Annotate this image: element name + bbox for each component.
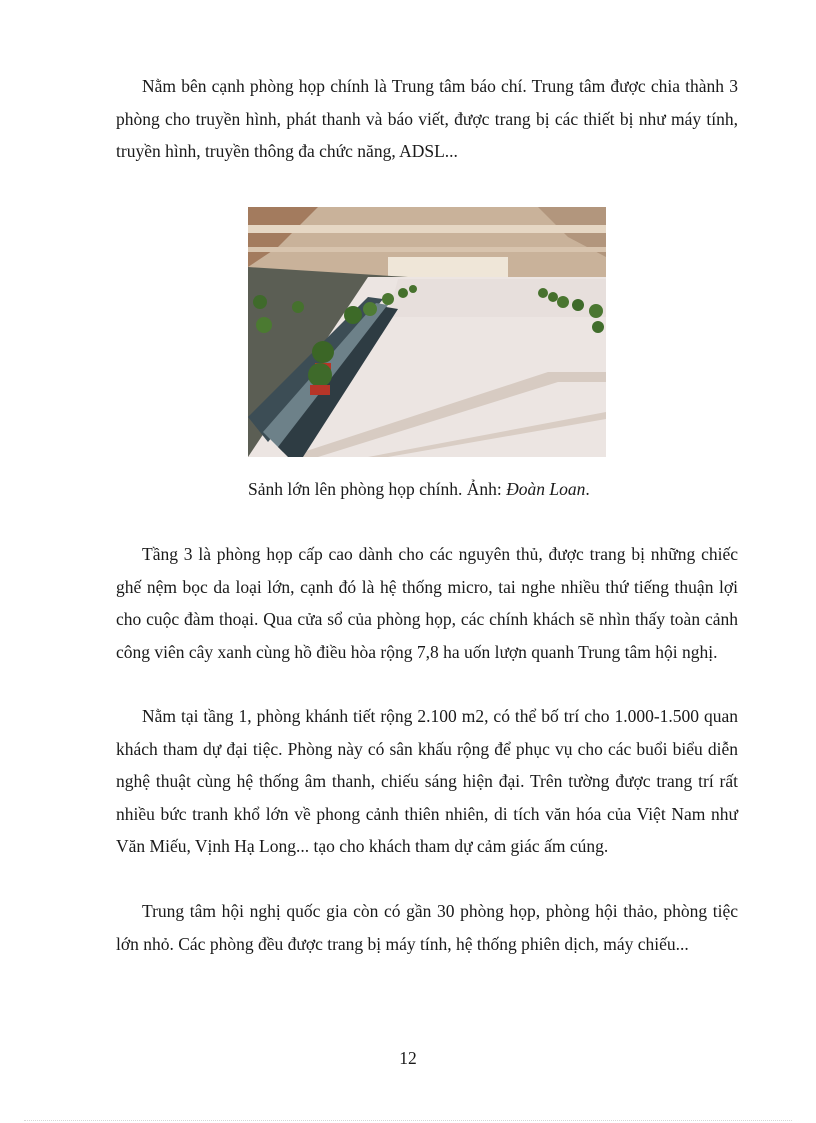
caption-credit: Đoàn Loan bbox=[506, 479, 586, 499]
page-number: 12 bbox=[399, 1048, 417, 1068]
page-bottom-divider bbox=[24, 1120, 792, 1121]
lobby-photo bbox=[248, 207, 606, 457]
paragraph-banquet-hall: Nằm tại tầng 1, phòng khánh tiết rộng 2.100 m2, có thể bố trí cho 1.000-1.500 quan khách tham dự đại tiệc. Phòng này có sân khấu rộng để phục vụ cho các buổi biểu diễn nghệ thuật cùng hệ thống âm thanh, chiếu sáng hiện đại. Trên tường được trang trí rất nhiều bức tranh khổ lớn về phong cảnh thiên nhiên, di tích văn hóa của Việt Nam như Văn Miếu, Vịnh Hạ Long... tạo cho khách tham dự cảm giác ấm cúng. bbox=[116, 706, 738, 857]
photo-caption bbox=[248, 474, 606, 505]
paragraph-press-center: Nằm bên cạnh phòng họp chính là Trung tâm báo chí. Trung tâm được chia thành 3 phòng cho truyền hình, phát thanh và báo viết, được trang bị các thiết bị như máy tính, truyền hình, truyền thông đa chức năng, ADSL... bbox=[116, 76, 738, 162]
paragraph-summit-room: Tầng 3 là phòng họp cấp cao dành cho các nguyên thủ, được trang bị những chiếc ghế nệm bọc da loại lớn, cạnh đó là hệ thống micro, tai nghe nhiều thứ tiếng thuận lợi cho cuộc đàm thoại. Qua cửa sổ của phòng họp, các chính khách sẽ nhìn thấy toàn cảnh công viên cây xanh cùng hồ điều hòa rộng 7,8 ha uốn lượn quanh Trung tâm hội nghị. bbox=[116, 544, 738, 662]
caption-text: Sảnh lớn lên phòng họp chính. Ảnh: bbox=[248, 479, 507, 499]
caption-end: . bbox=[585, 479, 590, 499]
paragraph-meeting-rooms: Trung tâm hội nghị quốc gia còn có gần 30 phòng họp, phòng hội thảo, phòng tiệc lớn nhỏ. Các phòng đều được trang bị máy tính, hệ thống phiên dịch, máy chiếu... bbox=[116, 901, 738, 954]
